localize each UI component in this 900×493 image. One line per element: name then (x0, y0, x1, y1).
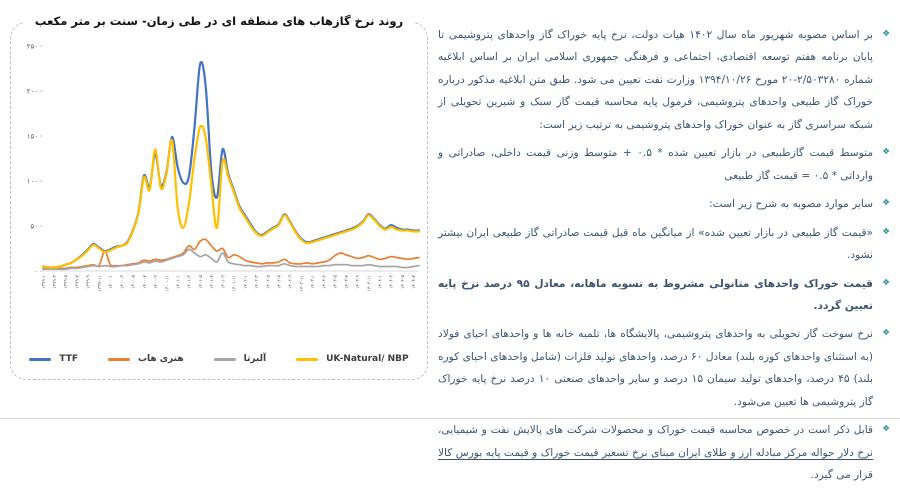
chart-panel (10, 14, 428, 380)
svg-text:۲۰۰: ۲۰۰ (26, 87, 38, 96)
diamond-bullet-icon: ❖ (882, 29, 890, 39)
diamond-bullet-icon: ❖ (882, 198, 890, 209)
svg-text:۱۴۰۳-۱: ۱۴۰۳-۱ (311, 275, 317, 289)
bullet-paragraph-formula (438, 142, 890, 187)
bullet-text: «قیمت گاز طبیعی در بازار تعیین شده» از میانگین ماه قبل قیمت صادراتی گاز طبیعی ایران بیشتر نشود. (438, 226, 873, 262)
svg-text:۱۴۰۴-۳: ۱۴۰۴-۳ (389, 275, 395, 289)
svg-text:۱۳۹۹-۱۱: ۱۳۹۹-۱۱ (97, 275, 103, 292)
svg-text:۱۴۰۱-۹: ۱۴۰۱-۹ (221, 275, 227, 289)
chart-canvas (19, 37, 423, 339)
ttf-line-swatch-icon (29, 358, 51, 361)
diamond-bullet-icon: ❖ (882, 328, 890, 339)
svg-text:۱۳۹۹-۳: ۱۳۹۹-۳ (53, 275, 59, 289)
legend-item-ttf (29, 354, 78, 364)
chart-legend (11, 354, 427, 364)
henry-hub-line-swatch-icon (108, 358, 130, 361)
bullet-paragraph-fuel-rates (438, 323, 890, 413)
chart-title: روند نرخ گازهاب های منطقه ای در طی زمان- سنت بر متر مکعب (23, 14, 415, 28)
diamond-bullet-icon: ❖ (882, 147, 890, 158)
diamond-bullet-icon: ❖ (882, 424, 890, 435)
svg-text:۱۴۰۲-۷: ۱۴۰۲-۷ (277, 275, 283, 289)
svg-text:۱۴۰۱-۱۱: ۱۴۰۱-۱۱ (232, 275, 238, 292)
svg-text:۱۴۰۳-۱۱: ۱۴۰۳-۱۱ (367, 275, 373, 292)
bullet-text-post: قرار می گیرد. (810, 469, 873, 482)
svg-text:۱۴۰۱-۵: ۱۴۰۱-۵ (198, 275, 204, 289)
legend-label: UK-Natural/ NBP (326, 354, 409, 364)
svg-text:۱۴۰۰-۱: ۱۴۰۰-۱ (109, 275, 115, 289)
bullet-text: قیمت خوراک واحدهای متانولی مشروط به تسویه ماهانه، معادل ۹۵ درصد نرخ پایه تعیین گردد. (438, 277, 873, 312)
legend-item-uk-nbp (296, 354, 409, 364)
svg-text:۱۳۹۹-۵: ۱۳۹۹-۵ (64, 275, 70, 289)
svg-text:۱۴۰۳-۵: ۱۴۰۳-۵ (333, 275, 339, 289)
legend-item-alberta (214, 354, 267, 364)
svg-text:۱۴۰۲-۹: ۱۴۰۲-۹ (288, 275, 294, 289)
diamond-bullet-icon: ❖ (882, 226, 890, 237)
svg-text:۱۴۰۱-۱: ۱۴۰۱-۱ (176, 275, 182, 289)
bullet-paragraph-exchange-rate (438, 419, 890, 486)
svg-text:۱۴۰۴-۱: ۱۴۰۴-۱ (378, 275, 384, 289)
svg-text:۵۰: ۵۰ (30, 222, 38, 231)
bullet-paragraph-methanol-feed (438, 273, 890, 318)
svg-text:۱۳۹۹-۱: ۱۳۹۹-۱ (41, 275, 47, 289)
uk-nbp-line-swatch-icon (296, 358, 318, 361)
svg-text:۱۴۰۰-۵: ۱۴۰۰-۵ (131, 275, 137, 289)
svg-text:۱۴۰۴-۵: ۱۴۰۴-۵ (400, 275, 406, 289)
svg-text:۱۴۰۱-۳: ۱۴۰۱-۳ (187, 275, 193, 289)
svg-text:۱۴۰۳-۹: ۱۴۰۳-۹ (356, 275, 362, 289)
legend-label: آلبرتا (243, 354, 267, 364)
bullet-text: سایر موارد مصوبه به شرح زیر است: (709, 198, 873, 211)
svg-text:۱۴۰۳-۷: ۱۴۰۳-۷ (344, 275, 350, 289)
svg-text:۲۵۰: ۲۵۰ (26, 42, 38, 51)
svg-text:۱۵۰: ۱۵۰ (26, 132, 38, 141)
legend-item-henry-hub (108, 354, 184, 364)
svg-text:۱۴۰۰-۹: ۱۴۰۰-۹ (154, 275, 160, 289)
legend-label: TTF (59, 354, 78, 364)
svg-text:۱۴۰۲-۱: ۱۴۰۲-۱ (243, 275, 249, 289)
bottom-divider (0, 418, 900, 419)
svg-text:۱۴۰۲-۱۱: ۱۴۰۲-۱۱ (299, 275, 305, 292)
svg-text:۱۴۰۲-۳: ۱۴۰۲-۳ (255, 275, 261, 289)
bullet-text-pre: قابل ذکر است در خصوص محاسبه قیمت خوراک و محصولات شرکت های پالایش نفت و شیمیایی، (438, 424, 873, 437)
bullet-text-column (438, 24, 890, 493)
bullet-paragraph-market-price-cap (438, 222, 890, 267)
bullet-text: بر اساس مصوبه شهریور ماه سال ۱۴۰۲ هیات دولت، نرخ پایه خوراک گاز واحدهای پتروشیمی تا پایان برنامه هفتم توسعه اقتصادی، اجتماعی و فرهنگی جمهوری اسلامی ایران بر اساس ابلاغیه شماره ۲/۵۰۳۲۸۰-۲۰ مورخ ۱۳۹۴/۱۰/۲۶ وزارت نفت تعیین می شود. طبق متن ابلاغیه مذکور درباره خوراک گاز طبیعی واحدهای پتروشیمی، فرمول پایه محاسبه قیمت گاز سبک و شیرین تحویلی از شبکه سراسری گاز به عنوان خوراک واحدهای پتروشیمی به ترتیب زیر است: (438, 29, 873, 131)
svg-text:۱۴۰۳-۳: ۱۴۰۳-۳ (322, 275, 328, 289)
svg-text:۱۳۹۹-۷: ۱۳۹۹-۷ (75, 275, 81, 289)
alberta-line-swatch-icon (214, 358, 236, 361)
svg-text:۱۳۹۹-۹: ۱۳۹۹-۹ (86, 275, 92, 289)
legend-label: هنری هاب (138, 354, 184, 364)
svg-text:۱۴۰۰-۷: ۱۴۰۰-۷ (142, 275, 148, 289)
svg-text:۱۴۰۴-۷: ۱۴۰۴-۷ (412, 275, 418, 289)
bullet-text-underlined: نرخ دلار حواله مرکز مبادله ارز و طلای ایران مبنای نرخ تسعیر قیمت خوراک و قیمت پایه بورس کالا (438, 446, 873, 459)
svg-text:۱۴۰۰-۱۱: ۱۴۰۰-۱۱ (165, 275, 171, 292)
bullet-paragraph-approval (438, 24, 890, 136)
svg-text:۱۴۰۱-۷: ۱۴۰۱-۷ (210, 275, 216, 289)
bullet-paragraph-other-items (438, 193, 890, 215)
svg-text:۱۰۰: ۱۰۰ (26, 177, 38, 186)
svg-text:۱۴۰۲-۵: ۱۴۰۲-۵ (266, 275, 272, 289)
bullet-text: متوسط قیمت گازطبیعی در بازار تعیین شده * ۰.۵ + متوسط وزنی قیمت داخلی، صادراتی و وارداتی * ۰.۵ = قیمت گاز طبیعی (438, 147, 873, 182)
diamond-bullet-icon: ❖ (882, 277, 890, 288)
svg-text:۰: ۰ (34, 267, 38, 276)
svg-text:۱۴۰۰-۳: ۱۴۰۰-۳ (120, 275, 126, 289)
gas-price-line-chart (19, 37, 423, 339)
bullet-text: نرخ سوخت گاز تحویلی به واحدهای پتروشیمی، پالایشگاه ها، تلمبه خانه ها و واحدهای احیای فولاد (به استثنای واحدهای کوره بلند) معادل ۶۰ درصد، واحدهای تولید فلزات (شامل واحدهای احیای کوره بلند) ۴۵ درصد، واحدهای تولید سیمان ۱۵ درصد و سایر واحدهای صنعتی ۱۰ درصد نرخ پایه خوراک گاز پتروشیمی ها تعیین می‌شود. (438, 328, 873, 408)
